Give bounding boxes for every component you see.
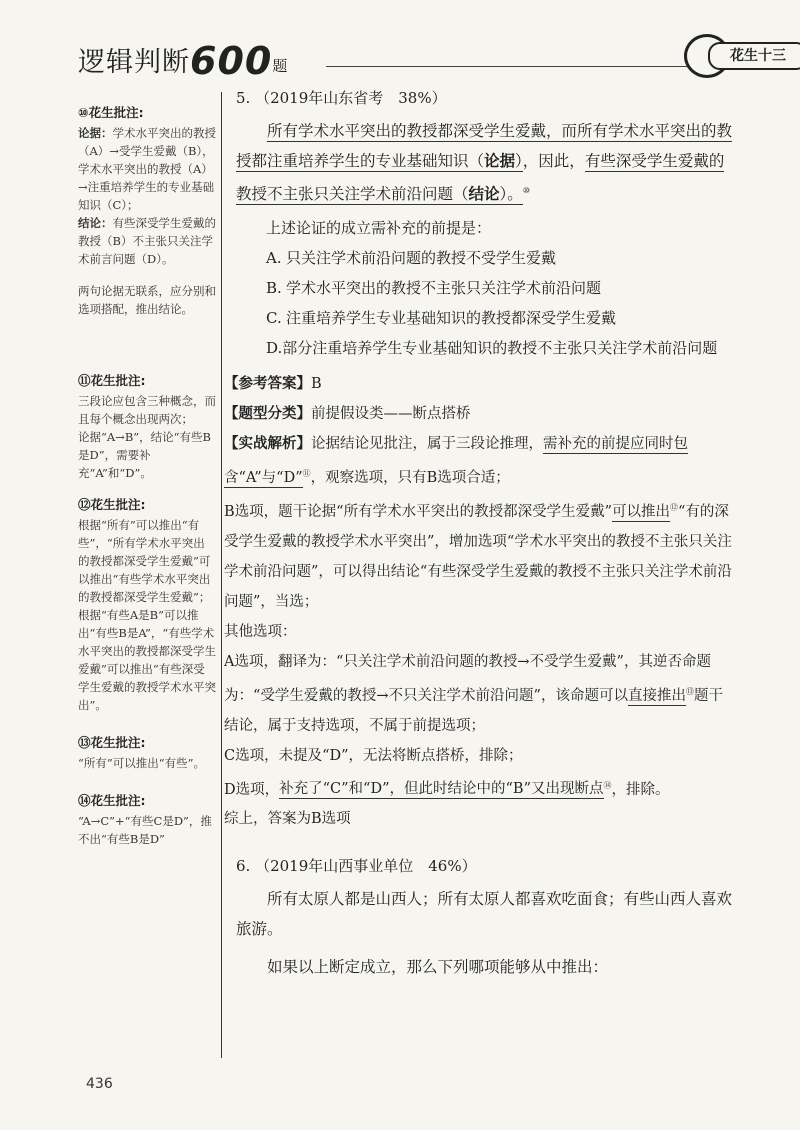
main-content: [224, 86, 736, 982]
question-6-ask: 如果以上断定成立，那么下列哪项能够从中推出：: [267, 958, 609, 977]
analysis-option-a: [224, 647, 736, 741]
note-title: ⑬花生批注:: [78, 735, 146, 750]
note-text: 有些深受学生爱戴的教授（B）不主张只关注学术前言问题（D）。: [78, 216, 216, 266]
option-key: C.: [266, 309, 282, 328]
note-ref: ⑬: [685, 686, 694, 696]
note-title: ⑫花生批注:: [78, 497, 146, 512]
column-divider: [221, 92, 222, 1058]
type-value: 前提假设类——断点搭桥: [311, 406, 471, 423]
analysis-text: B选项，题干论据“所有学术水平突出的教授都深受学生爱戴”: [224, 503, 612, 520]
analysis-text: ，观察选项，只有B选项合适；: [310, 469, 510, 486]
note-text: 论据“A→B”，结论“有些B是D”，需要补充“A”和“D”。: [78, 430, 211, 480]
question-5-ask: 上述论证的成立需补充的前提是：: [266, 219, 492, 238]
option-c: [236, 303, 736, 333]
note-ref: ⑩: [522, 186, 530, 195]
option-key: D.: [266, 339, 283, 358]
stem-text: 有些深受学生爱戴的教授不主张只关注学术前沿问题（: [236, 152, 725, 204]
option-text: 学术水平突出的教授不主张只关注学术前沿问题: [286, 279, 602, 298]
analysis-underlined: 可以推出: [611, 503, 670, 520]
page-header: [78, 36, 786, 83]
type-tag: 【题型分类】: [224, 405, 311, 423]
answer-tag: 【参考答案】: [224, 375, 311, 393]
analysis-underlined: 补充了“C”和“D”，但此时结论中的“B”又出现断点: [279, 781, 604, 798]
note-label: 论据：: [78, 126, 113, 140]
note-label: 结论：: [78, 216, 113, 230]
question-6-header: 6. （2019年山西事业单位 46%）: [236, 857, 477, 876]
stem-text: ）: [515, 152, 523, 170]
analysis-underlined: 直接推出: [627, 687, 686, 704]
analysis-text: 题干结论，属于支持选项，不属于前提选项；: [224, 687, 723, 734]
note-ref: ⑪: [302, 469, 311, 479]
answer-line: [224, 369, 736, 399]
note-title: ⑪花生批注:: [78, 373, 146, 388]
option-text: 注重培养学生专业基础知识的教授都深受学生爱戴: [286, 309, 617, 328]
analysis-option-d: [224, 771, 736, 805]
stem-argument-label: 论据: [484, 151, 516, 170]
option-key: B.: [266, 279, 282, 298]
sidebar-notes: [78, 104, 216, 848]
option-text: 只关注学术前沿问题的教授不受学生爱戴: [286, 249, 557, 268]
explanation: [224, 369, 736, 834]
analysis-option-b: [224, 493, 736, 617]
analysis-tag: 【实战解析】: [224, 435, 311, 453]
note-text: 学术水平突出的教授（A）→受学生爱戴（B），学术水平突出的教授（A）→注重培养学生的专业基础知识（C）；: [78, 126, 216, 212]
note-text: 三段论应包含三种概念，而且每个概念出现两次；: [78, 394, 216, 426]
analysis-text: ，排除。: [611, 781, 670, 798]
question-5-stem: [236, 116, 736, 209]
option-b: [236, 273, 736, 303]
option-d: [236, 333, 736, 363]
note-13: [78, 734, 216, 772]
analysis-underlined: 需补充的前提应同时包含“A”与“D”: [224, 436, 688, 486]
brand-name: 花生十三: [708, 42, 800, 70]
note-10: [78, 104, 216, 318]
note-text: 根据“所有”可以推出“有些”，“所有学术水平突出的教授都深受学生爱戴”可以推出“有些学术水平突出的教授都深受学生爱戴”；根据“有些A是B”可以推出“有些B是A”，“有些学术水平突出的教授都深受学生爱戴”可以推出“有些深受学生爱戴的教授学术水平突出”。: [78, 518, 216, 712]
note-14: [78, 792, 216, 848]
note-text: “A→C”+“有些C是D”，推不出“有些B是D”: [78, 814, 212, 846]
brand-logo: [684, 38, 800, 70]
header-rule: [326, 66, 718, 67]
note-11: [78, 372, 216, 482]
note-12: [78, 496, 216, 714]
option-a: [236, 243, 736, 273]
analysis-option-c: C选项，未提及“D”，无法将断点搭桥，排除；: [224, 747, 523, 764]
question-6-stem: 所有太原人都是山西人；所有太原人都喜欢吃面食；有些山西人喜欢旅游。: [236, 890, 733, 939]
note-title: ⑩花生批注:: [78, 105, 144, 120]
note-text: “所有”可以推出“有些”。: [78, 756, 206, 770]
question-5-header: 5. （2019年山东省考 38%）: [236, 89, 447, 107]
analysis-text: “有的深受学生爱戴的教授学术水平突出”，增加选项“学术水平突出的教授不主张只关注学术前沿问题”，可以得出结论“有些深受学生爱戴的教授不主张只关注学术前沿问题”，当选；: [224, 503, 732, 610]
analysis-summary: 综上，答案为B选项: [224, 811, 351, 828]
note-title: ⑭花生批注:: [78, 793, 146, 808]
analysis-text: A选项，翻译为：“只关注学术前沿问题的教授→不受学生爱戴”，其逆否命题为：“受学生爱戴的教授→不只关注学术前沿问题”，该命题: [224, 653, 711, 704]
note-argument: [78, 124, 216, 214]
book-title-suffix: 题: [272, 57, 289, 75]
analysis-text: D选项，: [224, 781, 280, 798]
option-key: A.: [266, 249, 282, 268]
analysis-text: 可以: [598, 687, 628, 704]
note-ref: ⑫: [669, 502, 678, 512]
analysis-text: 论据结论见批注，属于三段论推理，: [311, 436, 543, 453]
note-ref: ⑭: [603, 780, 612, 790]
analysis-intro: [224, 429, 736, 493]
analysis-other: 其他选项：: [224, 623, 297, 640]
answer-value: B: [311, 376, 322, 393]
stem-text: ）。: [499, 185, 523, 204]
note-conclusion: [78, 214, 216, 268]
stem-text: 所有学术水平突出的教授都深受学生爱戴，而所有学术水平突出的教授都注重培养学生的专业基础知识（: [236, 122, 733, 170]
stem-conclusion-label: 结论: [468, 184, 500, 204]
book-title-number: 600: [190, 39, 273, 83]
book-title-text: 逻辑判断: [78, 47, 190, 78]
option-text: 部分注重培养学生专业基础知识的教授不主张只关注学术前沿问题: [282, 339, 718, 358]
page-number: 436: [86, 1076, 113, 1092]
book-title: [78, 36, 289, 83]
note-extra: 两句论据无联系，应分别和选项搭配，推出结论。: [78, 284, 216, 316]
type-line: [224, 399, 736, 429]
stem-text: ，因此，: [522, 152, 585, 170]
